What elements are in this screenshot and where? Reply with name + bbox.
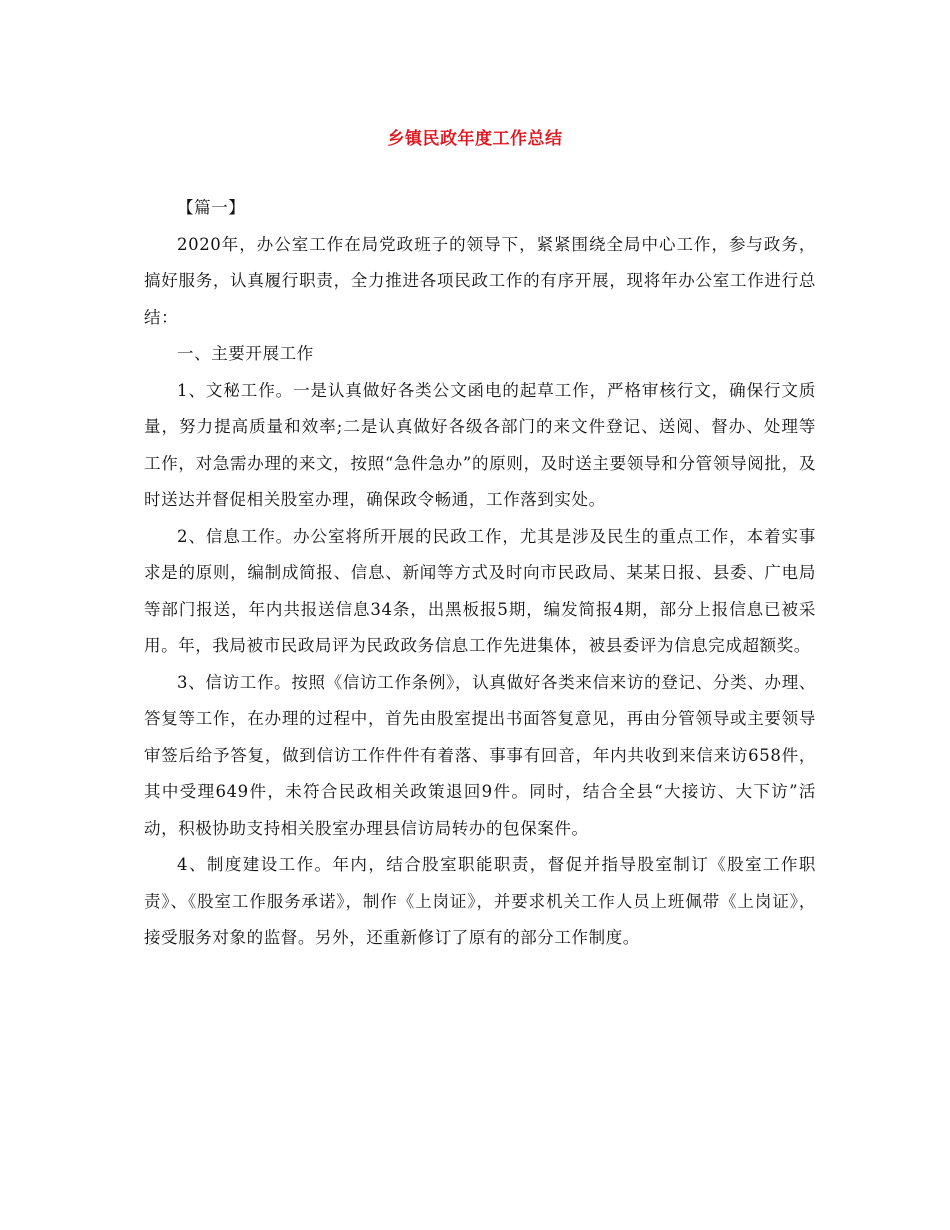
secretarial-work-paragraph: 1、文秘工作。一是认真做好各类公文函电的起草工作，严格审核行文，确保行文质量，努力提高质量和效率;二是认真做好各级各部门的来文件登记、送阅、督办、处理等工作，对急需办理的来文，按照“急件急办”的原则，及时送主要领导和分管领导阅批，及时送达并督促相关股室办理，确保政令畅通，工作落到实处。 bbox=[144, 380, 816, 509]
intro-paragraph: 2020年，办公室工作在局党政班子的领导下，紧紧围绕全局中心工作，参与政务，搞好服务，认真履行职责，全力推进各项民政工作的有序开展，现将年办公室工作进行总结： bbox=[144, 234, 816, 327]
system-building-paragraph: 4、制度建设工作。年内，结合股室职能职责，督促并指导股室制订《股室工作职责》、《股室工作服务承诺》，制作《上岗证》，并要求机关工作人员上班佩带《上岗证》，接受服务对象的监督。另外，还重新修订了原有的部分工作制度。 bbox=[144, 855, 816, 947]
section-label: 【篇一】 bbox=[177, 198, 246, 217]
information-work-paragraph: 2、信息工作。办公室将所开展的民政工作，尤其是涉及民生的重点工作，本着实事求是的原则，编制成简报、信息、新闻等方式及时向市民政局、某某日报、县委、广电局等部门报送，年内共报送信息34条，出黑板报5期，编发简报4期，部分上报信息已被采用。年，我局被市民政局评为民政政务信息工作先进集体，被县委评为信息完成超额奖。 bbox=[144, 526, 816, 655]
main-work-heading: 一、主要开展工作 bbox=[177, 344, 314, 363]
document-body bbox=[144, 190, 816, 957]
document-title: 乡镇民政年度工作总结 bbox=[387, 129, 563, 149]
petition-work-paragraph: 3、信访工作。按照《信访工作条例》，认真做好各类来信来访的登记、分类、办理、答复等工作，在办理的过程中，首先由股室提出书面答复意见，再由分管领导或主要领导审签后给予答复，做到信访工作件件有着落、事事有回音，年内共收到来信来访658件，其中受理649件，未符合民政相关政策退回9件。同时，结合全县“大接访、大下访”活动，积极协助支持相关股室办理县信访局转办的包保案件。 bbox=[144, 672, 816, 838]
